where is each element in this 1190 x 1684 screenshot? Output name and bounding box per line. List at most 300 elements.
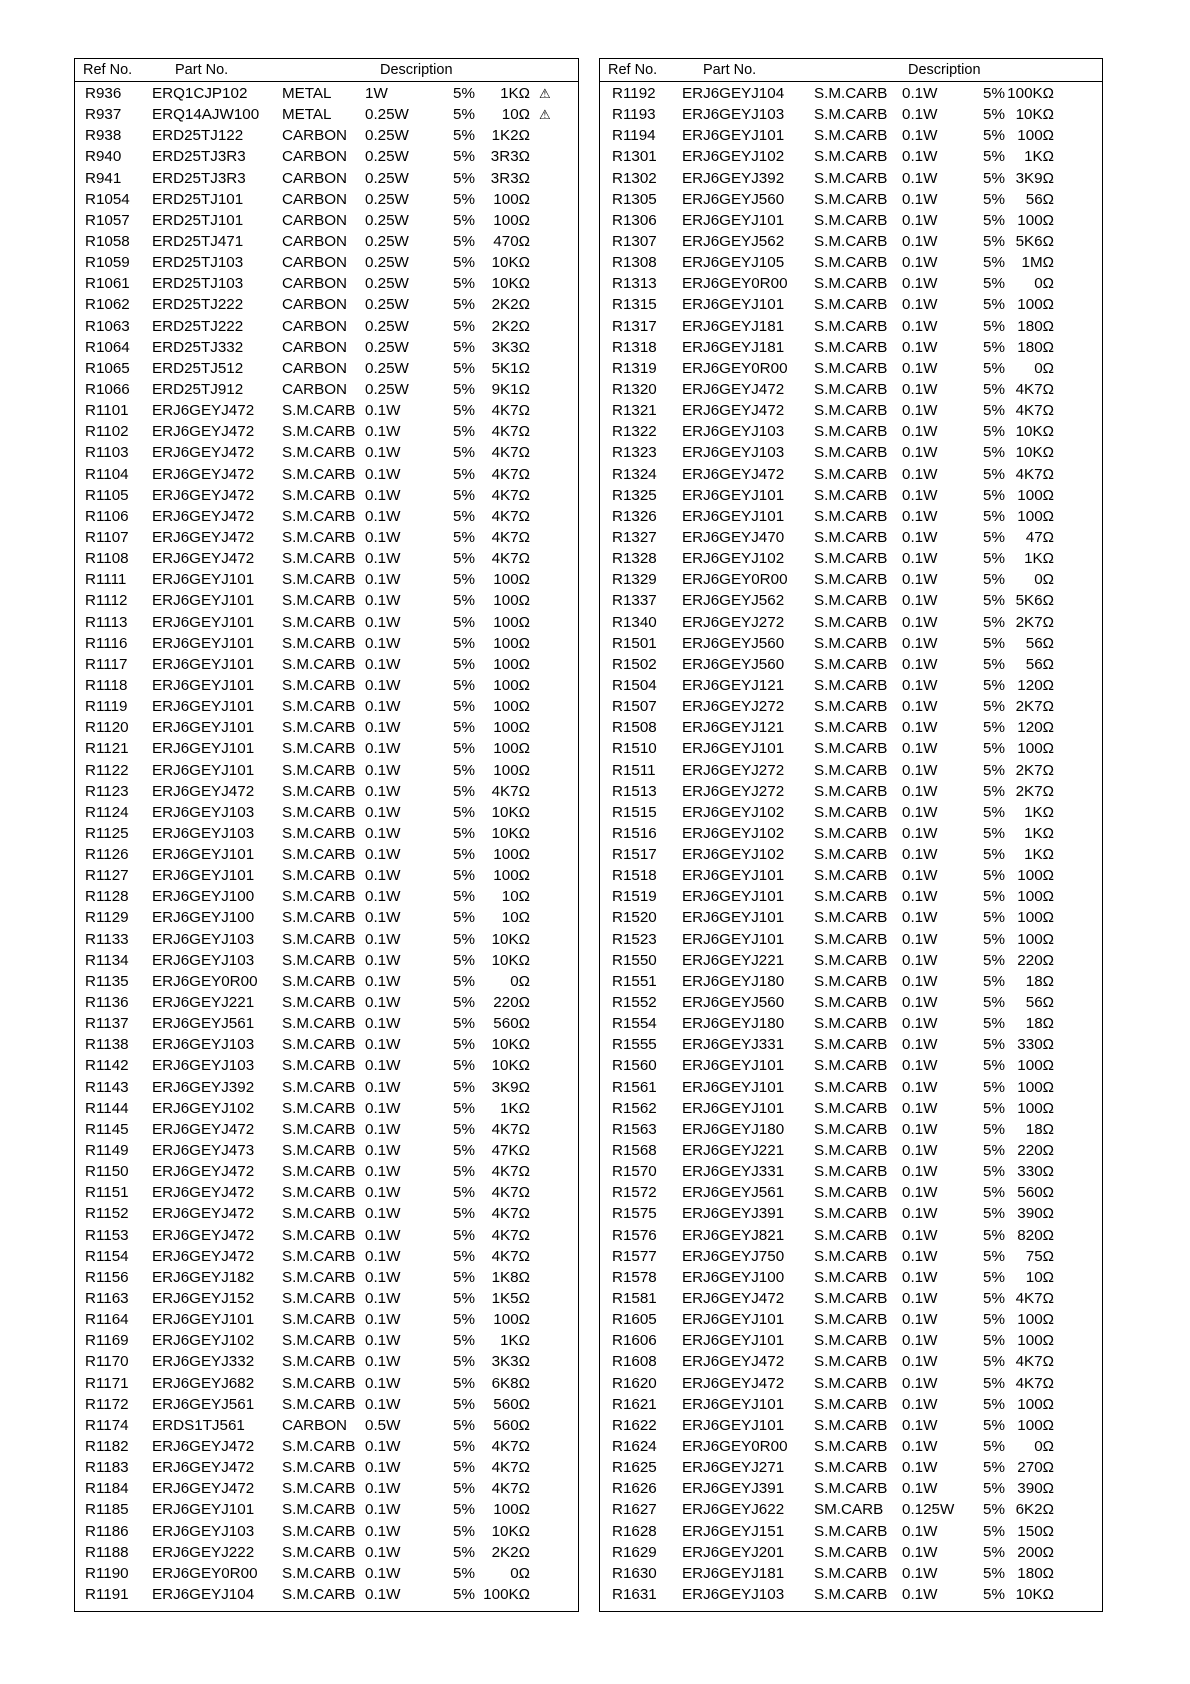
part-no-cell: ERJ6GEYJ472 — [152, 1184, 255, 1202]
wattage-cell: 0.1W — [902, 528, 938, 546]
wattage-cell: 0.1W — [365, 888, 401, 906]
table-body — [75, 84, 578, 1606]
table-row — [75, 951, 578, 972]
part-no-cell: ERJ6GEYJ101 — [152, 592, 255, 610]
wattage-cell: 0.1W — [365, 909, 401, 927]
table-row — [600, 1141, 1102, 1162]
part-no-cell: ERJ6GEYJ472 — [152, 444, 255, 462]
part-no-cell: ERQ14AJW100 — [152, 106, 260, 124]
type-cell: S.M.CARB — [814, 1522, 888, 1540]
ref-no-cell: R1111 — [85, 571, 127, 589]
tolerance-cell: 5% — [983, 846, 1005, 864]
table-row — [600, 1310, 1102, 1331]
type-cell: S.M.CARB — [814, 846, 888, 864]
tolerance-cell: 5% — [453, 1332, 475, 1350]
ref-no-cell: R941 — [85, 169, 122, 187]
part-no-cell: ERJ6GEYJ101 — [152, 846, 255, 864]
value-cell: 100Ω — [1017, 1099, 1054, 1117]
type-cell: CARBON — [282, 380, 347, 398]
tolerance-cell: 5% — [983, 317, 1005, 335]
ref-no-cell: R1138 — [85, 1036, 129, 1054]
tolerance-cell: 5% — [983, 972, 1005, 990]
table-row — [600, 211, 1102, 232]
ref-no-cell: R940 — [85, 148, 122, 166]
type-cell: S.M.CARB — [814, 486, 888, 504]
tolerance-cell: 5% — [453, 972, 475, 990]
table-row — [75, 1035, 578, 1056]
value-cell: 100Ω — [1017, 1057, 1054, 1075]
wattage-cell: 0.1W — [902, 423, 938, 441]
value-cell: 4K7Ω — [491, 486, 530, 504]
tolerance-cell: 5% — [453, 148, 475, 166]
type-cell: S.M.CARB — [814, 1290, 888, 1308]
part-no-cell: ERJ6GEYJ391 — [682, 1480, 785, 1498]
tolerance-cell: 5% — [983, 698, 1005, 716]
tolerance-cell: 5% — [983, 824, 1005, 842]
ref-no-cell: R1133 — [85, 930, 129, 948]
ref-no-cell: R1507 — [612, 698, 657, 716]
wattage-cell: 0.1W — [365, 1184, 401, 1202]
tolerance-cell: 5% — [453, 909, 475, 927]
table-row — [75, 169, 578, 190]
type-cell: S.M.CARB — [282, 930, 356, 948]
value-cell: 5K6Ω — [1015, 592, 1054, 610]
tolerance-cell: 5% — [453, 190, 475, 208]
value-cell: 100Ω — [1017, 127, 1054, 145]
tolerance-cell: 5% — [983, 613, 1005, 631]
table-row — [75, 1289, 578, 1310]
wattage-cell: 0.1W — [365, 465, 401, 483]
part-no-cell: ERJ6GEYJ562 — [682, 592, 785, 610]
value-cell: 100KΩ — [1007, 85, 1054, 102]
wattage-cell: 0.25W — [365, 148, 409, 166]
value-cell: 4K7Ω — [491, 1163, 530, 1181]
part-no-cell: ERJ6GEYJ472 — [682, 380, 785, 398]
wattage-cell: 0.1W — [902, 402, 938, 420]
table-row — [600, 887, 1102, 908]
wattage-cell: 0.1W — [902, 909, 938, 927]
table-row — [600, 570, 1102, 591]
type-cell: S.M.CARB — [282, 1078, 356, 1096]
ref-no-cell: R1501 — [612, 634, 657, 652]
value-cell: 100Ω — [493, 846, 530, 864]
value-cell: 330Ω — [1017, 1163, 1054, 1181]
table-row — [600, 824, 1102, 845]
ref-no-cell: R1188 — [85, 1543, 129, 1561]
wattage-cell: 0.1W — [365, 613, 401, 631]
table-row — [600, 782, 1102, 803]
value-cell: 2K2Ω — [491, 296, 530, 314]
wattage-cell: 0.1W — [365, 782, 401, 800]
table-row — [600, 422, 1102, 443]
table-row — [75, 1331, 578, 1352]
value-cell: 4K7Ω — [491, 782, 530, 800]
wattage-cell: 0.1W — [902, 1374, 938, 1392]
tolerance-cell: 5% — [983, 550, 1005, 568]
tolerance-cell: 5% — [983, 1459, 1005, 1477]
value-cell: 4K7Ω — [491, 444, 530, 462]
table-row — [75, 486, 578, 507]
tolerance-cell: 5% — [983, 148, 1005, 166]
value-cell: 4K7Ω — [1015, 1290, 1054, 1308]
part-no-cell: ERJ6GEYJ100 — [152, 909, 255, 927]
type-cell: S.M.CARB — [282, 1290, 356, 1308]
tolerance-cell: 5% — [983, 1268, 1005, 1286]
table-row — [600, 1437, 1102, 1458]
part-no-cell: ERJ6GEYJ473 — [152, 1142, 255, 1160]
header-description: Description — [908, 62, 981, 78]
type-cell: S.M.CARB — [282, 867, 356, 885]
type-cell: S.M.CARB — [814, 127, 888, 145]
type-cell: S.M.CARB — [814, 1142, 888, 1160]
ref-no-cell: R1326 — [612, 507, 657, 525]
wattage-cell: 0.1W — [902, 824, 938, 842]
ref-no-cell: R1144 — [85, 1099, 129, 1117]
table-row — [600, 1331, 1102, 1352]
ref-no-cell: R1608 — [612, 1353, 657, 1371]
wattage-cell: 0.1W — [902, 148, 938, 166]
part-no-cell: ERJ6GEYJ180 — [682, 1120, 785, 1138]
tolerance-cell: 5% — [453, 1501, 475, 1519]
table-row — [600, 1078, 1102, 1099]
tolerance-cell: 5% — [453, 528, 475, 546]
ref-no-cell: R1575 — [612, 1205, 657, 1223]
part-no-cell: ERDS1TJ561 — [152, 1416, 245, 1434]
wattage-cell: 0.1W — [365, 1395, 401, 1413]
part-no-cell: ERJ6GEYJ101 — [682, 211, 785, 229]
tolerance-cell: 5% — [453, 867, 475, 885]
type-cell: S.M.CARB — [814, 1015, 888, 1033]
table-row — [600, 972, 1102, 993]
wattage-cell: 0.1W — [902, 1543, 938, 1561]
wattage-cell: 0.1W — [365, 550, 401, 568]
value-cell: 10Ω — [501, 888, 530, 906]
ref-no-cell: R1511 — [612, 761, 656, 779]
part-no-cell: ERJ6GEYJ102 — [682, 803, 785, 821]
type-cell: S.M.CARB — [282, 972, 356, 990]
wattage-cell: 0.1W — [902, 719, 938, 737]
wattage-cell: 0.1W — [902, 1184, 938, 1202]
table-row — [600, 761, 1102, 782]
wattage-cell: 0.25W — [365, 254, 409, 272]
ref-no-cell: R1119 — [85, 698, 128, 716]
table-row — [600, 1035, 1102, 1056]
header-description: Description — [380, 62, 453, 78]
value-cell: 100Ω — [493, 867, 530, 885]
value-cell: 100Ω — [493, 634, 530, 652]
tolerance-cell: 5% — [453, 465, 475, 483]
tolerance-cell: 5% — [453, 127, 475, 145]
ref-no-cell: R1570 — [612, 1163, 657, 1181]
ref-no-cell: R1193 — [612, 106, 656, 124]
part-no-cell: ERJ6GEYJ101 — [152, 761, 255, 779]
ref-no-cell: R1104 — [85, 465, 129, 483]
value-cell: 10KΩ — [491, 1522, 530, 1540]
ref-no-cell: R1550 — [612, 951, 657, 969]
part-no-cell: ERJ6GEYJ561 — [152, 1395, 255, 1413]
table-row — [75, 887, 578, 908]
tolerance-cell: 5% — [983, 867, 1005, 885]
ref-no-cell: R1321 — [612, 402, 657, 420]
tolerance-cell: 5% — [453, 951, 475, 969]
wattage-cell: 0.1W — [365, 507, 401, 525]
part-no-cell: ERJ6GEYJ221 — [152, 994, 255, 1012]
ref-no-cell: R1337 — [612, 592, 657, 610]
part-no-cell: ERJ6GEYJ472 — [152, 1163, 255, 1181]
value-cell: 4K7Ω — [1015, 402, 1054, 420]
part-no-cell: ERJ6GEYJ101 — [682, 1078, 785, 1096]
tolerance-cell: 5% — [983, 1120, 1005, 1138]
table-row — [75, 401, 578, 422]
table-row — [75, 1458, 578, 1479]
value-cell: 100Ω — [493, 740, 530, 758]
value-cell: 4K7Ω — [1015, 465, 1054, 483]
table-row — [600, 549, 1102, 570]
table-row — [75, 126, 578, 147]
wattage-cell: 0.1W — [902, 740, 938, 758]
ref-no-cell: R1118 — [85, 676, 128, 694]
ref-no-cell: R1523 — [612, 930, 657, 948]
value-cell: 100Ω — [493, 1501, 530, 1519]
type-cell: S.M.CARB — [282, 1501, 356, 1519]
type-cell: S.M.CARB — [814, 1226, 888, 1244]
wattage-cell: 0.1W — [365, 994, 401, 1012]
ref-no-cell: R1630 — [612, 1564, 657, 1582]
type-cell: S.M.CARB — [814, 296, 888, 314]
table-row — [75, 443, 578, 464]
wattage-cell: 0.1W — [365, 719, 401, 737]
tolerance-cell: 5% — [983, 486, 1005, 504]
tolerance-cell: 5% — [453, 1226, 475, 1244]
value-cell: 0Ω — [1034, 359, 1054, 377]
ref-no-cell: R1629 — [612, 1543, 657, 1561]
header-ref-no: Ref No. — [83, 62, 133, 78]
table-row — [600, 1120, 1102, 1141]
wattage-cell: 0.1W — [902, 359, 938, 377]
type-cell: S.M.CARB — [282, 1120, 356, 1138]
value-cell: 3R3Ω — [490, 148, 530, 166]
wattage-cell: 0.1W — [365, 740, 401, 758]
tolerance-cell: 5% — [453, 1353, 475, 1371]
part-no-cell: ERJ6GEYJ622 — [682, 1501, 785, 1519]
type-cell: CARBON — [282, 296, 347, 314]
wattage-cell: 0.25W — [365, 380, 409, 398]
table-row — [600, 1226, 1102, 1247]
wattage-cell: 0.1W — [365, 951, 401, 969]
value-cell: 150Ω — [1017, 1522, 1054, 1540]
ref-no-cell: R1143 — [85, 1078, 129, 1096]
type-cell: S.M.CARB — [282, 592, 356, 610]
value-cell: 100Ω — [493, 719, 530, 737]
tolerance-cell: 5% — [983, 1585, 1005, 1603]
value-cell: 1MΩ — [1021, 254, 1054, 272]
warning-icon: ⚠ — [539, 107, 551, 123]
type-cell: CARBON — [282, 254, 347, 272]
value-cell: 10KΩ — [491, 930, 530, 948]
ref-no-cell: R1186 — [85, 1522, 129, 1540]
tolerance-cell: 5% — [983, 444, 1005, 462]
table-row — [600, 993, 1102, 1014]
type-cell: S.M.CARB — [814, 338, 888, 356]
part-no-cell: ERJ6GEYJ101 — [682, 486, 785, 504]
table-row — [75, 1162, 578, 1183]
wattage-cell: 0.1W — [365, 1036, 401, 1054]
table-row — [75, 1395, 578, 1416]
table-row — [600, 253, 1102, 274]
type-cell: S.M.CARB — [814, 972, 888, 990]
tolerance-cell: 5% — [453, 486, 475, 504]
value-cell: 4K7Ω — [491, 1247, 530, 1265]
table-row — [75, 1268, 578, 1289]
type-cell: S.M.CARB — [814, 1374, 888, 1392]
value-cell: 3K3Ω — [491, 338, 530, 356]
value-cell: 180Ω — [1017, 317, 1054, 335]
tolerance-cell: 5% — [983, 1142, 1005, 1160]
value-cell: 560Ω — [493, 1015, 530, 1033]
tolerance-cell: 5% — [983, 1184, 1005, 1202]
part-no-cell: ERJ6GEYJ332 — [152, 1353, 255, 1371]
part-no-cell: ERJ6GEYJ102 — [682, 550, 785, 568]
tolerance-cell: 5% — [453, 1374, 475, 1392]
table-row — [600, 676, 1102, 697]
part-no-cell: ERJ6GEYJ102 — [152, 1332, 255, 1350]
part-no-cell: ERJ6GEYJ100 — [682, 1268, 785, 1286]
part-no-cell: ERJ6GEYJ472 — [152, 782, 255, 800]
tolerance-cell: 5% — [983, 930, 1005, 948]
type-cell: S.M.CARB — [282, 655, 356, 673]
ref-no-cell: R1308 — [612, 254, 657, 272]
ref-no-cell: R1126 — [85, 846, 129, 864]
table-row — [75, 803, 578, 824]
part-no-cell: ERJ6GEYJ272 — [682, 613, 785, 631]
type-cell: S.M.CARB — [282, 528, 356, 546]
value-cell: 100Ω — [1017, 1416, 1054, 1434]
tolerance-cell: 5% — [453, 1438, 475, 1455]
part-no-cell: ERJ6GEYJ271 — [682, 1459, 785, 1477]
table-row — [600, 1416, 1102, 1437]
tolerance-cell: 5% — [983, 1290, 1005, 1308]
value-cell: 4K7Ω — [491, 550, 530, 568]
value-cell: 330Ω — [1017, 1036, 1054, 1054]
ref-no-cell: R1551 — [612, 972, 657, 990]
type-cell: S.M.CARB — [282, 951, 356, 969]
type-cell: S.M.CARB — [282, 465, 356, 483]
part-no-cell: ERJ6GEYJ101 — [152, 867, 255, 885]
table-row — [75, 1352, 578, 1373]
type-cell: S.M.CARB — [282, 1374, 356, 1392]
table-row — [600, 126, 1102, 147]
value-cell: 100Ω — [1017, 507, 1054, 525]
part-no-cell: ERJ6GEYJ750 — [682, 1247, 785, 1265]
tolerance-cell: 5% — [453, 634, 475, 652]
part-no-cell: ERJ6GEYJ103 — [152, 930, 255, 948]
tolerance-cell: 5% — [453, 85, 475, 102]
ref-no-cell: R1128 — [85, 888, 129, 906]
table-row — [600, 845, 1102, 866]
table-row — [75, 570, 578, 591]
ref-no-cell: R1059 — [85, 254, 130, 272]
ref-no-cell: R1152 — [85, 1205, 129, 1223]
table-row — [75, 105, 578, 126]
value-cell: 220Ω — [493, 994, 530, 1012]
value-cell: 100Ω — [493, 571, 530, 589]
tolerance-cell: 5% — [453, 106, 475, 124]
value-cell: 3K3Ω — [491, 1353, 530, 1371]
value-cell: 9K1Ω — [491, 380, 530, 398]
part-no-cell: ERJ6GEYJ121 — [682, 719, 785, 737]
ref-no-cell: R1518 — [612, 867, 657, 885]
part-no-cell: ERJ6GEYJ181 — [682, 317, 785, 335]
part-no-cell: ERJ6GEYJ560 — [682, 634, 785, 652]
value-cell: 100Ω — [493, 190, 530, 208]
type-cell: CARBON — [282, 190, 347, 208]
value-cell: 1KΩ — [1024, 550, 1054, 568]
value-cell: 100Ω — [1017, 888, 1054, 906]
wattage-cell: 0.125W — [902, 1501, 955, 1519]
table-row — [600, 465, 1102, 486]
value-cell: 100KΩ — [483, 1585, 530, 1603]
part-no-cell: ERD25TJ101 — [152, 211, 244, 229]
wattage-cell: 0.25W — [365, 338, 409, 356]
part-no-cell: ERJ6GEYJ472 — [152, 402, 255, 420]
wattage-cell: 0.1W — [365, 1438, 401, 1455]
table-row — [75, 1543, 578, 1564]
type-cell: S.M.CARB — [814, 444, 888, 462]
tolerance-cell: 5% — [453, 1036, 475, 1054]
ref-no-cell: R1122 — [85, 761, 129, 779]
part-no-cell: ERD25TJ332 — [152, 338, 244, 356]
wattage-cell: 0.1W — [365, 676, 401, 694]
value-cell: 56Ω — [1025, 994, 1054, 1012]
value-cell: 1K8Ω — [491, 1268, 530, 1286]
header-ref-no: Ref No. — [608, 62, 658, 78]
type-cell: S.M.CARB — [282, 803, 356, 821]
warning-icon: ⚠ — [539, 86, 551, 101]
part-no-cell: ERJ6GEYJ104 — [152, 1585, 255, 1603]
part-no-cell: ERJ6GEYJ472 — [682, 1290, 785, 1308]
part-no-cell: ERJ6GEYJ101 — [152, 676, 255, 694]
value-cell: 5K1Ω — [491, 359, 530, 377]
table-row — [600, 147, 1102, 168]
value-cell: 4K7Ω — [491, 423, 530, 441]
wattage-cell: 0.1W — [902, 1120, 938, 1138]
value-cell: 10KΩ — [491, 824, 530, 842]
table-row — [600, 295, 1102, 316]
ref-no-cell: R1062 — [85, 296, 130, 314]
wattage-cell: 0.1W — [365, 528, 401, 546]
table-row — [600, 528, 1102, 549]
wattage-cell: 0.1W — [902, 698, 938, 716]
ref-no-cell: R1184 — [85, 1480, 129, 1498]
wattage-cell: 0.1W — [365, 1015, 401, 1033]
table-row — [75, 84, 578, 105]
type-cell: CARBON — [282, 232, 347, 250]
wattage-cell: 0.1W — [902, 592, 938, 610]
ref-no-cell: R1562 — [612, 1099, 657, 1117]
type-cell: S.M.CARB — [814, 994, 888, 1012]
ref-no-cell: R1103 — [85, 444, 129, 462]
type-cell: S.M.CARB — [814, 571, 888, 589]
part-no-cell: ERJ6GEYJ472 — [682, 402, 785, 420]
ref-no-cell: R1124 — [85, 803, 129, 821]
type-cell: S.M.CARB — [282, 423, 356, 441]
wattage-cell: 0.25W — [365, 127, 409, 145]
part-no-cell: ERJ6GEYJ562 — [682, 232, 785, 250]
value-cell: 100Ω — [1017, 486, 1054, 504]
tolerance-cell: 5% — [983, 740, 1005, 758]
value-cell: 100Ω — [493, 676, 530, 694]
tolerance-cell: 5% — [453, 507, 475, 525]
